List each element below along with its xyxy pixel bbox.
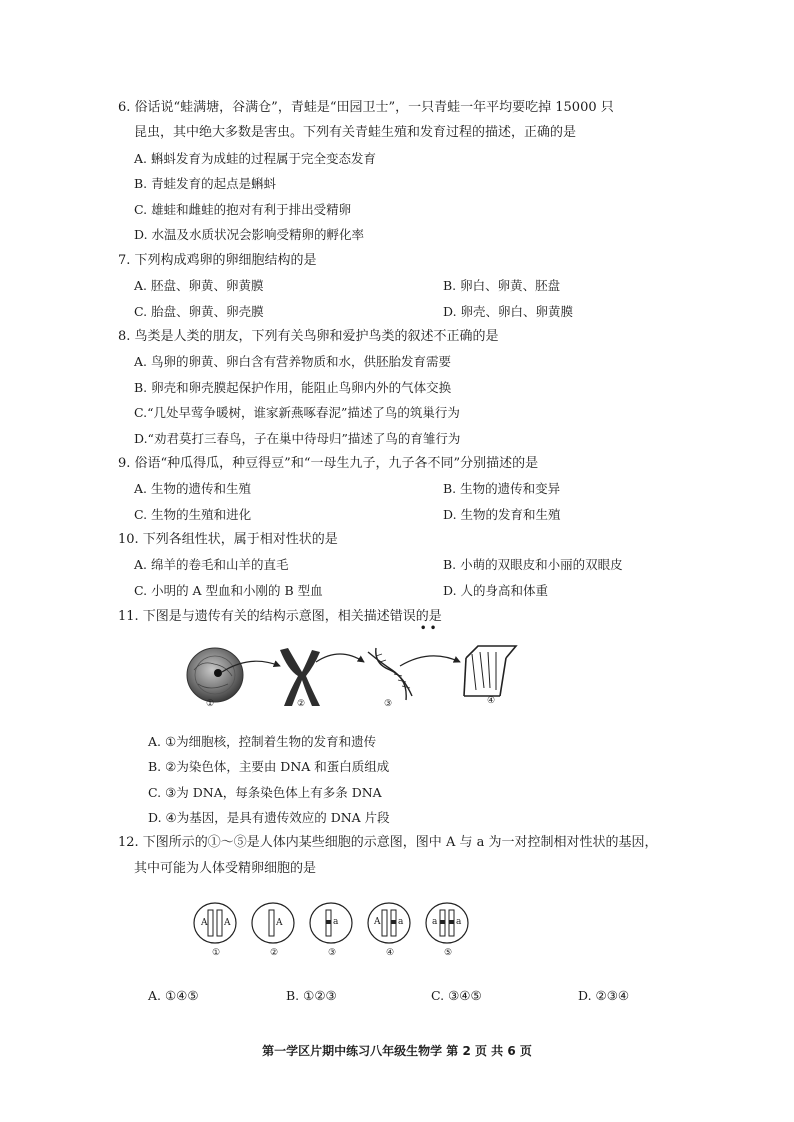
cells-figure [193,900,473,950]
emphasis-dots: • • [420,623,437,634]
cell4-gene-right: a [398,917,404,927]
question-11-option-b: B. ②为染色体，主要由 DNA 和蛋白质组成 [148,759,390,774]
question-11-option-d: D. ④为基因，是具有遗传效应的 DNA 片段 [148,810,390,825]
question-10-stem: 10. 下列各组性状，属于相对性状的是 [118,532,338,547]
question-12-option-d: D. ②③④ [578,988,630,1003]
figure12-label-1: ① [212,948,221,958]
question-9-option-b: B. 生物的遗传和变异 [443,481,561,496]
question-12-option-b: B. ①②③ [286,988,337,1003]
question-7-option-b: B. 卵白、卵黄、胚盘 [443,278,561,293]
question-9-option-a: A. 生物的遗传和生殖 [134,481,251,496]
cell5-gene-right: a [456,917,462,927]
question-10-option-b: B. 小萌的双眼皮和小丽的双眼皮 [443,557,623,572]
figure11-label-1: ① [206,699,215,709]
figure11-label-2: ② [297,699,306,709]
question-8-option-a: A. 鸟卵的卵黄、卵白含有营养物质和水，供胚胎发育需要 [134,354,451,369]
question-12-option-c: C. ③④⑤ [431,988,482,1003]
question-9-stem: 9. 俗语“种瓜得瓜，种豆得豆”和“一母生九子，九子各不同”分别描述的是 [118,456,539,471]
cell1-gene-left: A [201,918,208,928]
question-6-option-c: C. 雄蛙和雌蛙的抱对有利于排出受精卵 [134,202,352,217]
question-8-option-c: C.“几处早莺争暖树，谁家新燕啄春泥”描述了鸟的筑巢行为 [134,405,460,420]
arrow-3 [400,656,460,666]
question-11-option-a: A. ①为细胞核，控制着生物的发育和遗传 [148,734,377,749]
question-8-stem: 8. 鸟类是人类的朋友，下列有关鸟卵和爱护鸟类的叙述不正确的是 [118,329,499,344]
cell3-gene: a [333,917,339,927]
question-11-option-c: C. ③为 DNA，每条染色体上有多条 DNA [148,785,382,800]
question-12-option-a: A. ①④⑤ [148,988,199,1003]
figure12-label-5: ⑤ [444,948,453,958]
question-8-option-b: B. 卵壳和卵壳膜起保护作用，能阻止鸟卵内外的气体交换 [134,380,452,395]
cell5-gene-left: a [432,917,438,927]
question-10-option-d: D. 人的身高和体重 [443,583,549,598]
question-9-option-c: C. 生物的生殖和进化 [134,507,252,522]
figure12-label-3: ③ [328,948,337,958]
question-11-stem: 11. 下图是与遗传有关的结构示意图，相关描述错误的是 [118,609,442,624]
question-9-option-d: D. 生物的发育和生殖 [443,507,561,522]
dna-helix-icon [368,648,412,700]
question-6-stem-line1: 6. 俗话说“蛙满塘，谷满仓”，青蛙是“田园卫士”，一只青蛙一年平均要吃掉 15000 只 [118,100,614,115]
question-6-option-b: B. 青蛙发育的起点是蝌蚪 [134,176,277,191]
figure11-label-4: ④ [487,696,496,706]
question-7-option-a: A. 胚盘、卵黄、卵黄膜 [134,278,264,293]
cell4-gene-left: A [374,917,381,927]
cell-nucleus-icon [187,648,243,702]
figure11-label-3: ③ [384,699,393,709]
cell2-gene: A [276,918,283,928]
question-7-option-c: C. 胎盘、卵黄、卵壳膜 [134,304,264,319]
arrow-2 [316,654,364,662]
question-6-option-a: A. 蝌蚪发育为成蛙的过程属于完全变态发育 [134,151,376,166]
figure12-label-2: ② [270,948,279,958]
cell1-gene-right: A [224,918,231,928]
question-6-stem-line2: 昆虫，其中绝大多数是害虫。下列有关青蛙生殖和发育过程的描述，正确的是 [134,125,577,140]
genetics-structure-figure [180,640,520,715]
question-10-option-c: C. 小明的 A 型血和小刚的 B 型血 [134,583,323,598]
gene-segment-icon [464,646,516,696]
question-8-option-d: D.“劝君莫打三春鸟，子在巢中待母归”描述了鸟的育雏行为 [134,431,461,446]
cell-2 [252,903,294,943]
question-12-stem-line2: 其中可能为人体受精卵细胞的是 [134,861,317,876]
page-footer: 第一学区片期中练习八年级生物学 第 2 页 共 6 页 [262,1044,532,1058]
chromosome-icon [280,648,320,706]
question-6-option-d: D. 水温及水质状况会影响受精卵的孵化率 [134,227,365,242]
question-7-option-d: D. 卵壳、卵白、卵黄膜 [443,304,574,319]
figure12-label-4: ④ [386,948,395,958]
question-7-stem: 7. 下列构成鸡卵的卵细胞结构的是 [118,253,317,268]
question-12-stem-line1: 12. 下图所示的①～⑤是人体内某些细胞的示意图，图中 A 与 a 为一对控制相对性状的基因， [118,835,658,850]
question-10-option-a: A. 绵羊的卷毛和山羊的直毛 [134,557,289,572]
